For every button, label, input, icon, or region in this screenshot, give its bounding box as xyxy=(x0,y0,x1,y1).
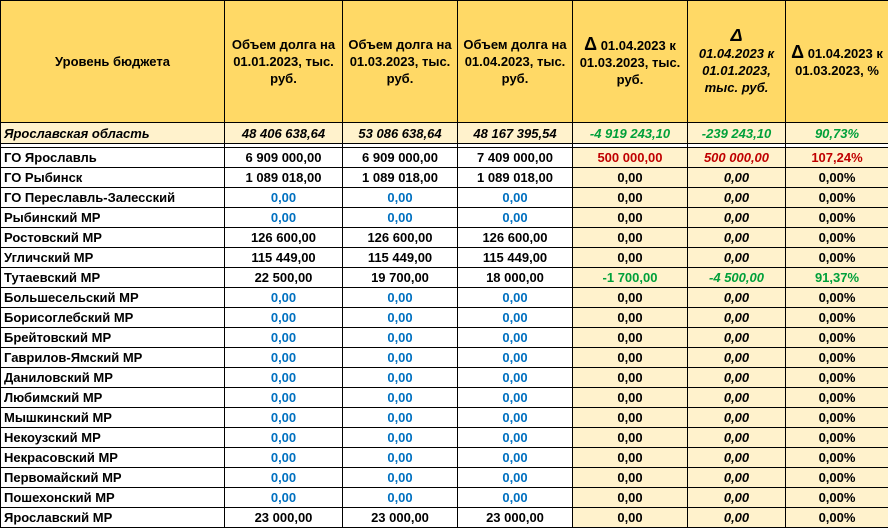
row-debt-0104: 0,00 xyxy=(458,488,573,508)
header-delta-2-text: 01.04.2023 к 01.01.2023, тыс. руб. xyxy=(698,46,775,95)
row-debt-0103: 23 000,00 xyxy=(343,508,458,528)
row-delta-2: 0,00 xyxy=(688,448,786,468)
row-delta-2: 0,00 xyxy=(688,348,786,368)
row-debt-0103: 0,00 xyxy=(343,288,458,308)
row-debt-0103: 0,00 xyxy=(343,368,458,388)
row-debt-0101: 0,00 xyxy=(225,188,343,208)
header-row xyxy=(1,1,888,123)
row-delta-3: 0,00% xyxy=(786,348,888,368)
table-row xyxy=(1,228,888,248)
row-name: Некрасовский МР xyxy=(1,448,225,468)
delta-symbol: Δ xyxy=(791,42,805,62)
row-debt-0104: 0,00 xyxy=(458,388,573,408)
row-delta-3: 0,00% xyxy=(786,228,888,248)
row-debt-0103: 0,00 xyxy=(343,468,458,488)
row-delta-2: 0,00 xyxy=(688,228,786,248)
row-name: Угличский МР xyxy=(1,248,225,268)
header-level: Уровень бюджета xyxy=(1,1,225,123)
region-debt-0104: 48 167 395,54 xyxy=(458,123,573,144)
row-delta-3: 0,00% xyxy=(786,288,888,308)
header-delta-1-text: 01.04.2023 к 01.03.2023, тыс. руб. xyxy=(579,37,681,87)
row-delta-1: -1 700,00 xyxy=(573,268,688,288)
row-delta-3: 0,00% xyxy=(786,168,888,188)
row-debt-0104: 0,00 xyxy=(458,368,573,388)
row-name: ГО Переславль-Залесский xyxy=(1,188,225,208)
table-row xyxy=(1,348,888,368)
row-debt-0103: 0,00 xyxy=(343,348,458,368)
row-debt-0101: 6 909 000,00 xyxy=(225,148,343,168)
row-delta-1: 0,00 xyxy=(573,508,688,528)
row-delta-1: 0,00 xyxy=(573,468,688,488)
row-delta-1: 0,00 xyxy=(573,248,688,268)
row-debt-0104: 0,00 xyxy=(458,468,573,488)
row-name: Мышкинский МР xyxy=(1,408,225,428)
header-delta-2 xyxy=(688,1,786,123)
table-row xyxy=(1,488,888,508)
row-debt-0101: 0,00 xyxy=(225,288,343,308)
row-name: Гаврилов-Ямский МР xyxy=(1,348,225,368)
table-row xyxy=(1,148,888,168)
row-debt-0104: 0,00 xyxy=(458,208,573,228)
row-debt-0101: 0,00 xyxy=(225,348,343,368)
row-delta-1: 0,00 xyxy=(573,388,688,408)
row-delta-2: 0,00 xyxy=(688,288,786,308)
table-row xyxy=(1,408,888,428)
row-name: Некоузский МР xyxy=(1,428,225,448)
header-delta-3 xyxy=(786,1,888,123)
delta-symbol: Δ xyxy=(730,25,743,45)
row-debt-0103: 6 909 000,00 xyxy=(343,148,458,168)
row-name: ГО Рыбинск xyxy=(1,168,225,188)
row-debt-0101: 0,00 xyxy=(225,428,343,448)
row-delta-3: 0,00% xyxy=(786,328,888,348)
row-delta-1: 0,00 xyxy=(573,188,688,208)
row-debt-0103: 126 600,00 xyxy=(343,228,458,248)
row-delta-3: 0,00% xyxy=(786,488,888,508)
row-debt-0104: 0,00 xyxy=(458,188,573,208)
row-debt-0104: 0,00 xyxy=(458,428,573,448)
table-row xyxy=(1,428,888,448)
row-name: ГО Ярославль xyxy=(1,148,225,168)
row-delta-3: 0,00% xyxy=(786,508,888,528)
row-delta-3: 0,00% xyxy=(786,308,888,328)
row-debt-0101: 0,00 xyxy=(225,328,343,348)
header-debt-0103: Объем долга на 01.03.2023, тыс. руб. xyxy=(343,1,458,123)
row-delta-2: 0,00 xyxy=(688,208,786,228)
row-delta-1: 0,00 xyxy=(573,348,688,368)
row-debt-0104: 7 409 000,00 xyxy=(458,148,573,168)
row-debt-0101: 0,00 xyxy=(225,408,343,428)
row-name: Ярославский МР xyxy=(1,508,225,528)
row-name: Борисоглебский МР xyxy=(1,308,225,328)
row-delta-3: 0,00% xyxy=(786,448,888,468)
row-delta-2: -4 500,00 xyxy=(688,268,786,288)
table-row xyxy=(1,288,888,308)
region-delta-3: 90,73% xyxy=(786,123,888,144)
row-debt-0104: 0,00 xyxy=(458,308,573,328)
row-delta-1: 0,00 xyxy=(573,408,688,428)
row-debt-0103: 0,00 xyxy=(343,328,458,348)
row-debt-0104: 1 089 018,00 xyxy=(458,168,573,188)
row-debt-0101: 0,00 xyxy=(225,388,343,408)
table-row xyxy=(1,388,888,408)
row-name: Тутаевский МР xyxy=(1,268,225,288)
row-delta-2: 0,00 xyxy=(688,188,786,208)
row-delta-1: 0,00 xyxy=(573,328,688,348)
table-row xyxy=(1,208,888,228)
row-debt-0103: 0,00 xyxy=(343,408,458,428)
row-delta-2: 0,00 xyxy=(688,488,786,508)
row-delta-2: 0,00 xyxy=(688,388,786,408)
row-debt-0101: 0,00 xyxy=(225,488,343,508)
row-debt-0104: 115 449,00 xyxy=(458,248,573,268)
row-debt-0103: 0,00 xyxy=(343,308,458,328)
table-row xyxy=(1,508,888,528)
table-row xyxy=(1,368,888,388)
row-delta-3: 107,24% xyxy=(786,148,888,168)
row-name: Любимский МР xyxy=(1,388,225,408)
row-debt-0101: 0,00 xyxy=(225,448,343,468)
region-delta-2: -239 243,10 xyxy=(688,123,786,144)
row-delta-1: 0,00 xyxy=(573,208,688,228)
row-debt-0101: 23 000,00 xyxy=(225,508,343,528)
row-debt-0101: 0,00 xyxy=(225,208,343,228)
row-delta-3: 0,00% xyxy=(786,188,888,208)
row-debt-0101: 115 449,00 xyxy=(225,248,343,268)
row-delta-2: 0,00 xyxy=(688,168,786,188)
row-name: Брейтовский МР xyxy=(1,328,225,348)
row-debt-0103: 0,00 xyxy=(343,208,458,228)
row-debt-0104: 0,00 xyxy=(458,328,573,348)
row-delta-1: 0,00 xyxy=(573,448,688,468)
row-debt-0101: 0,00 xyxy=(225,468,343,488)
row-debt-0103: 0,00 xyxy=(343,428,458,448)
table-row xyxy=(1,188,888,208)
row-delta-2: 0,00 xyxy=(688,328,786,348)
row-debt-0103: 0,00 xyxy=(343,388,458,408)
header-debt-0101: Объем долга на 01.01.2023, тыс. руб. xyxy=(225,1,343,123)
row-delta-3: 0,00% xyxy=(786,428,888,448)
row-delta-3: 0,00% xyxy=(786,468,888,488)
row-delta-2: 0,00 xyxy=(688,308,786,328)
row-delta-1: 0,00 xyxy=(573,308,688,328)
row-delta-3: 0,00% xyxy=(786,248,888,268)
row-delta-2: 500 000,00 xyxy=(688,148,786,168)
row-name: Пошехонский МР xyxy=(1,488,225,508)
row-delta-1: 0,00 xyxy=(573,488,688,508)
row-debt-0104: 23 000,00 xyxy=(458,508,573,528)
row-delta-1: 0,00 xyxy=(573,168,688,188)
table-row xyxy=(1,448,888,468)
row-name: Даниловский МР xyxy=(1,368,225,388)
header-debt-0104: Объем долга на 01.04.2023, тыс. руб. xyxy=(458,1,573,123)
row-debt-0103: 19 700,00 xyxy=(343,268,458,288)
header-delta-3-text: 01.04.2023 к 01.03.2023, % xyxy=(795,46,883,78)
row-debt-0104: 0,00 xyxy=(458,348,573,368)
region-name: Ярославская область xyxy=(1,123,225,144)
row-delta-3: 91,37% xyxy=(786,268,888,288)
region-row xyxy=(1,123,888,144)
region-delta-1: -4 919 243,10 xyxy=(573,123,688,144)
row-delta-1: 0,00 xyxy=(573,428,688,448)
row-debt-0101: 0,00 xyxy=(225,308,343,328)
row-delta-3: 0,00% xyxy=(786,388,888,408)
row-delta-1: 0,00 xyxy=(573,288,688,308)
region-debt-0103: 53 086 638,64 xyxy=(343,123,458,144)
row-debt-0103: 0,00 xyxy=(343,188,458,208)
row-debt-0103: 115 449,00 xyxy=(343,248,458,268)
row-debt-0101: 22 500,00 xyxy=(225,268,343,288)
row-debt-0101: 0,00 xyxy=(225,368,343,388)
row-debt-0103: 0,00 xyxy=(343,448,458,468)
table-row xyxy=(1,248,888,268)
row-name: Рыбинский МР xyxy=(1,208,225,228)
row-delta-3: 0,00% xyxy=(786,368,888,388)
row-name: Первомайский МР xyxy=(1,468,225,488)
row-debt-0104: 126 600,00 xyxy=(458,228,573,248)
row-debt-0104: 0,00 xyxy=(458,448,573,468)
row-delta-2: 0,00 xyxy=(688,368,786,388)
row-delta-3: 0,00% xyxy=(786,208,888,228)
row-delta-2: 0,00 xyxy=(688,408,786,428)
table-row xyxy=(1,328,888,348)
table-row xyxy=(1,268,888,288)
row-debt-0103: 0,00 xyxy=(343,488,458,508)
row-delta-2: 0,00 xyxy=(688,248,786,268)
row-delta-1: 500 000,00 xyxy=(573,148,688,168)
table-row xyxy=(1,468,888,488)
row-delta-3: 0,00% xyxy=(786,408,888,428)
row-delta-2: 0,00 xyxy=(688,428,786,448)
row-debt-0103: 1 089 018,00 xyxy=(343,168,458,188)
row-debt-0101: 126 600,00 xyxy=(225,228,343,248)
row-delta-2: 0,00 xyxy=(688,508,786,528)
row-delta-1: 0,00 xyxy=(573,368,688,388)
table-row xyxy=(1,308,888,328)
row-debt-0104: 18 000,00 xyxy=(458,268,573,288)
row-delta-1: 0,00 xyxy=(573,228,688,248)
row-name: Большесельский МР xyxy=(1,288,225,308)
row-name: Ростовский МР xyxy=(1,228,225,248)
delta-symbol: Δ xyxy=(584,33,598,54)
row-debt-0101: 1 089 018,00 xyxy=(225,168,343,188)
row-delta-2: 0,00 xyxy=(688,468,786,488)
row-debt-0104: 0,00 xyxy=(458,408,573,428)
table-row xyxy=(1,168,888,188)
row-debt-0104: 0,00 xyxy=(458,288,573,308)
header-delta-1 xyxy=(573,1,688,123)
region-debt-0101: 48 406 638,64 xyxy=(225,123,343,144)
